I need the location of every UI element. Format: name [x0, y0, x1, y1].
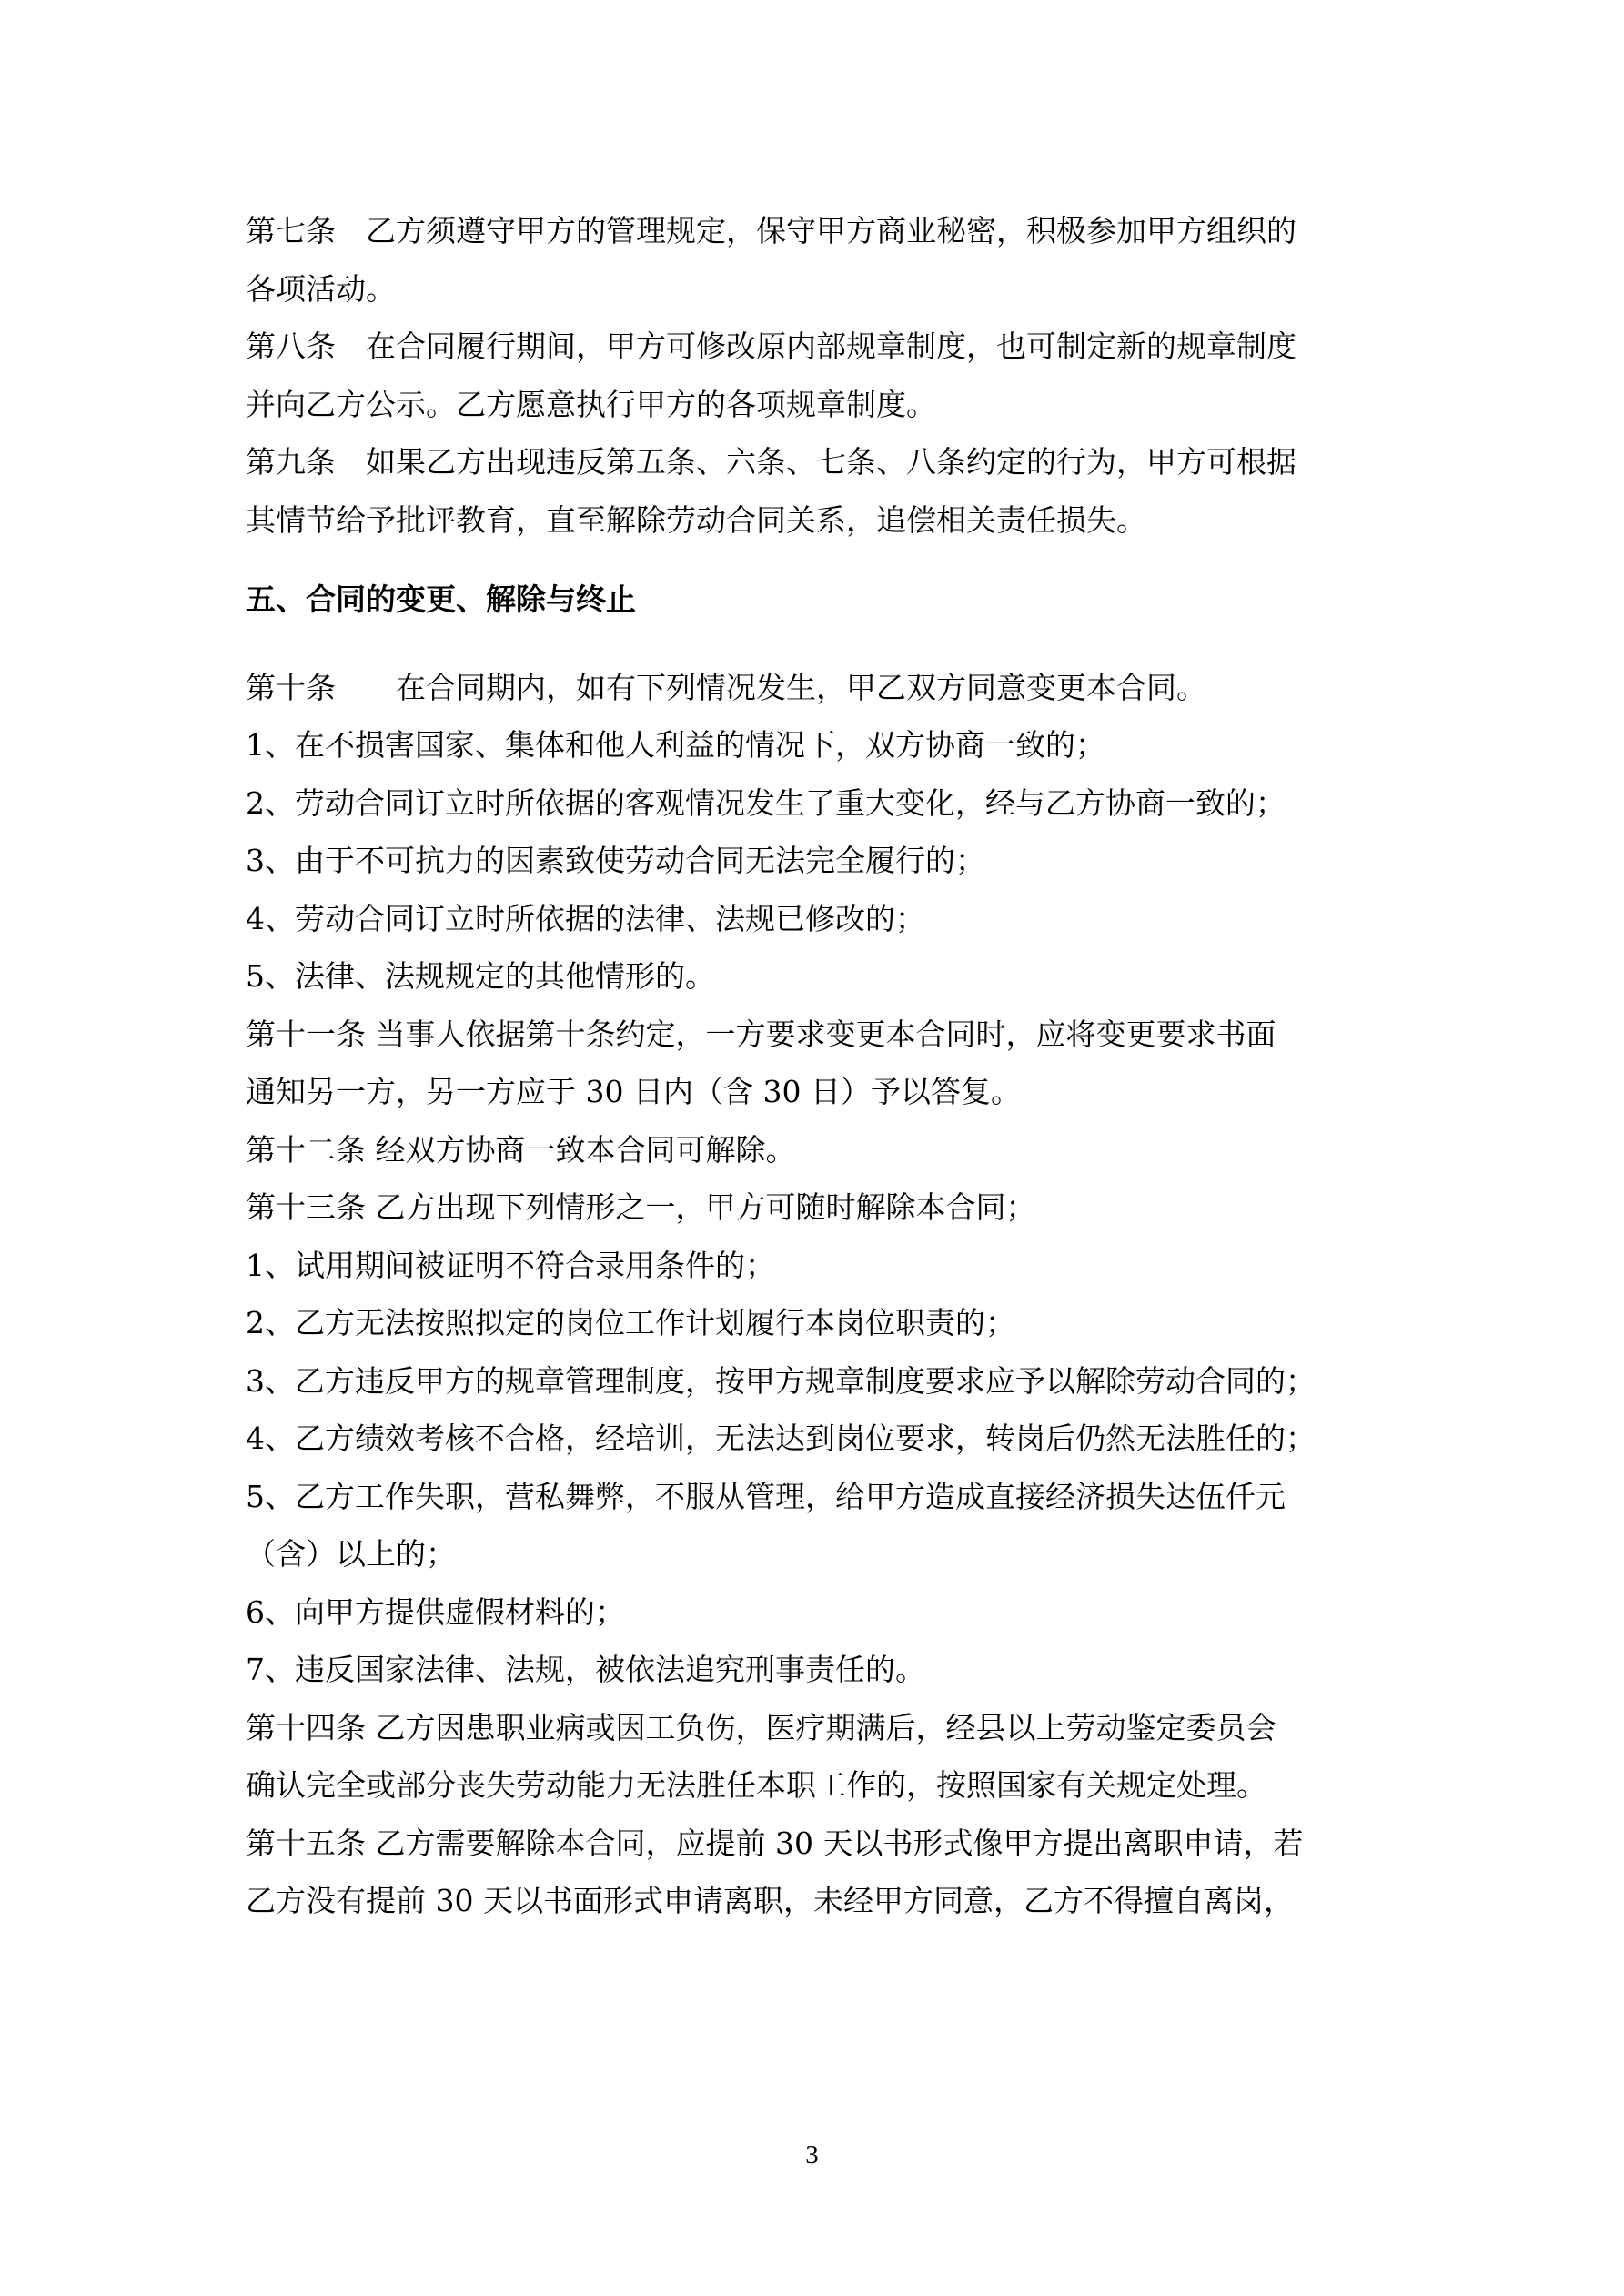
text-line: 通知另一方，另一方应于 30 日内（含 30 日）予以答复。 — [246, 1074, 1021, 1109]
text-line: 3、乙方违反甲方的规章管理制度，按甲方规章制度要求应予以解除劳动合同的； — [246, 1362, 1316, 1399]
text-line: 5、乙方工作失职，营私舞弊，不服从管理，给甲方造成直接经济损失达伍仟元 — [246, 1478, 1286, 1514]
document-body — [246, 202, 1401, 1930]
page-number: 3 — [805, 2140, 819, 2170]
text-line: 乙方没有提前 30 天以书面形式申请离职，未经甲方同意，乙方不得擅自离岗， — [246, 1883, 1294, 1918]
text-line: 各项活动。 — [246, 270, 396, 307]
text-line: 2、乙方无法按照拟定的岗位工作计划履行本岗位职责的； — [246, 1305, 1015, 1340]
text-line: 4、乙方绩效考核不合格，经培训，无法达到岗位要求，转岗后仍然无法胜任的； — [246, 1421, 1316, 1456]
text-line: 6、向甲方提供虚假材料的； — [246, 1593, 625, 1630]
text-line: 第十四条 乙方因患职业病或因工负伤，医疗期满后，经县以上劳动鉴定委员会 — [246, 1709, 1276, 1745]
text-line: 7、违反国家法律、法规，被依法追究刑事责任的。 — [246, 1652, 925, 1687]
text-line: 2、劳动合同订立时所依据的客观情况发生了重大变化，经与乙方协商一致的； — [246, 784, 1286, 821]
text-line: 确认完全或部分丧失劳动能力无法胜任本职工作的，按照国家有关规定处理。 — [246, 1767, 1266, 1803]
text-line: 第十条 在合同期内，如有下列情况发生，甲乙双方同意变更本合同。 — [246, 669, 1206, 705]
text-line: 1、试用期间被证明不符合录用条件的； — [246, 1247, 775, 1283]
text-line: 1、在不损害国家、集体和他人利益的情况下，双方协商一致的； — [246, 727, 1105, 763]
section-heading: 五、合同的变更、解除与终止 — [246, 582, 636, 617]
text-line: 并向乙方公示。乙方愿意执行甲方的各项规章制度。 — [246, 386, 936, 422]
text-line: 第十一条 当事人依据第十条约定，一方要求变更本合同时，应将变更要求书面 — [246, 1016, 1276, 1052]
text-line: （含）以上的； — [246, 1536, 456, 1572]
text-line: 第七条 乙方须遵守甲方的管理规定，保守甲方商业秘密，积极参加甲方组织的 — [246, 213, 1296, 248]
text-line: 第十二条 经双方协商一致本合同可解除。 — [246, 1131, 796, 1168]
text-line: 其情节给予批评教育，直至解除劳动合同关系，追偿相关责任损失。 — [246, 501, 1146, 538]
text-line: 第八条 在合同履行期间，甲方可修改原内部规章制度，也可制定新的规章制度 — [246, 329, 1296, 364]
text-line: 5、法律、法规规定的其他情形的。 — [246, 958, 715, 994]
text-line: 第十五条 乙方需要解除本合同，应提前 30 天以书形式像甲方提出离职申请，若 — [246, 1825, 1304, 1861]
text-line: 第十三条 乙方出现下列情形之一，甲方可随时解除本合同； — [246, 1189, 1036, 1225]
text-line: 3、由于不可抗力的因素致使劳动合同无法完全履行的； — [246, 843, 985, 878]
text-line: 第九条 如果乙方出现违反第五条、六条、七条、八条约定的行为，甲方可根据 — [246, 444, 1296, 480]
text-line: 4、劳动合同订立时所依据的法律、法规已修改的； — [246, 900, 925, 936]
